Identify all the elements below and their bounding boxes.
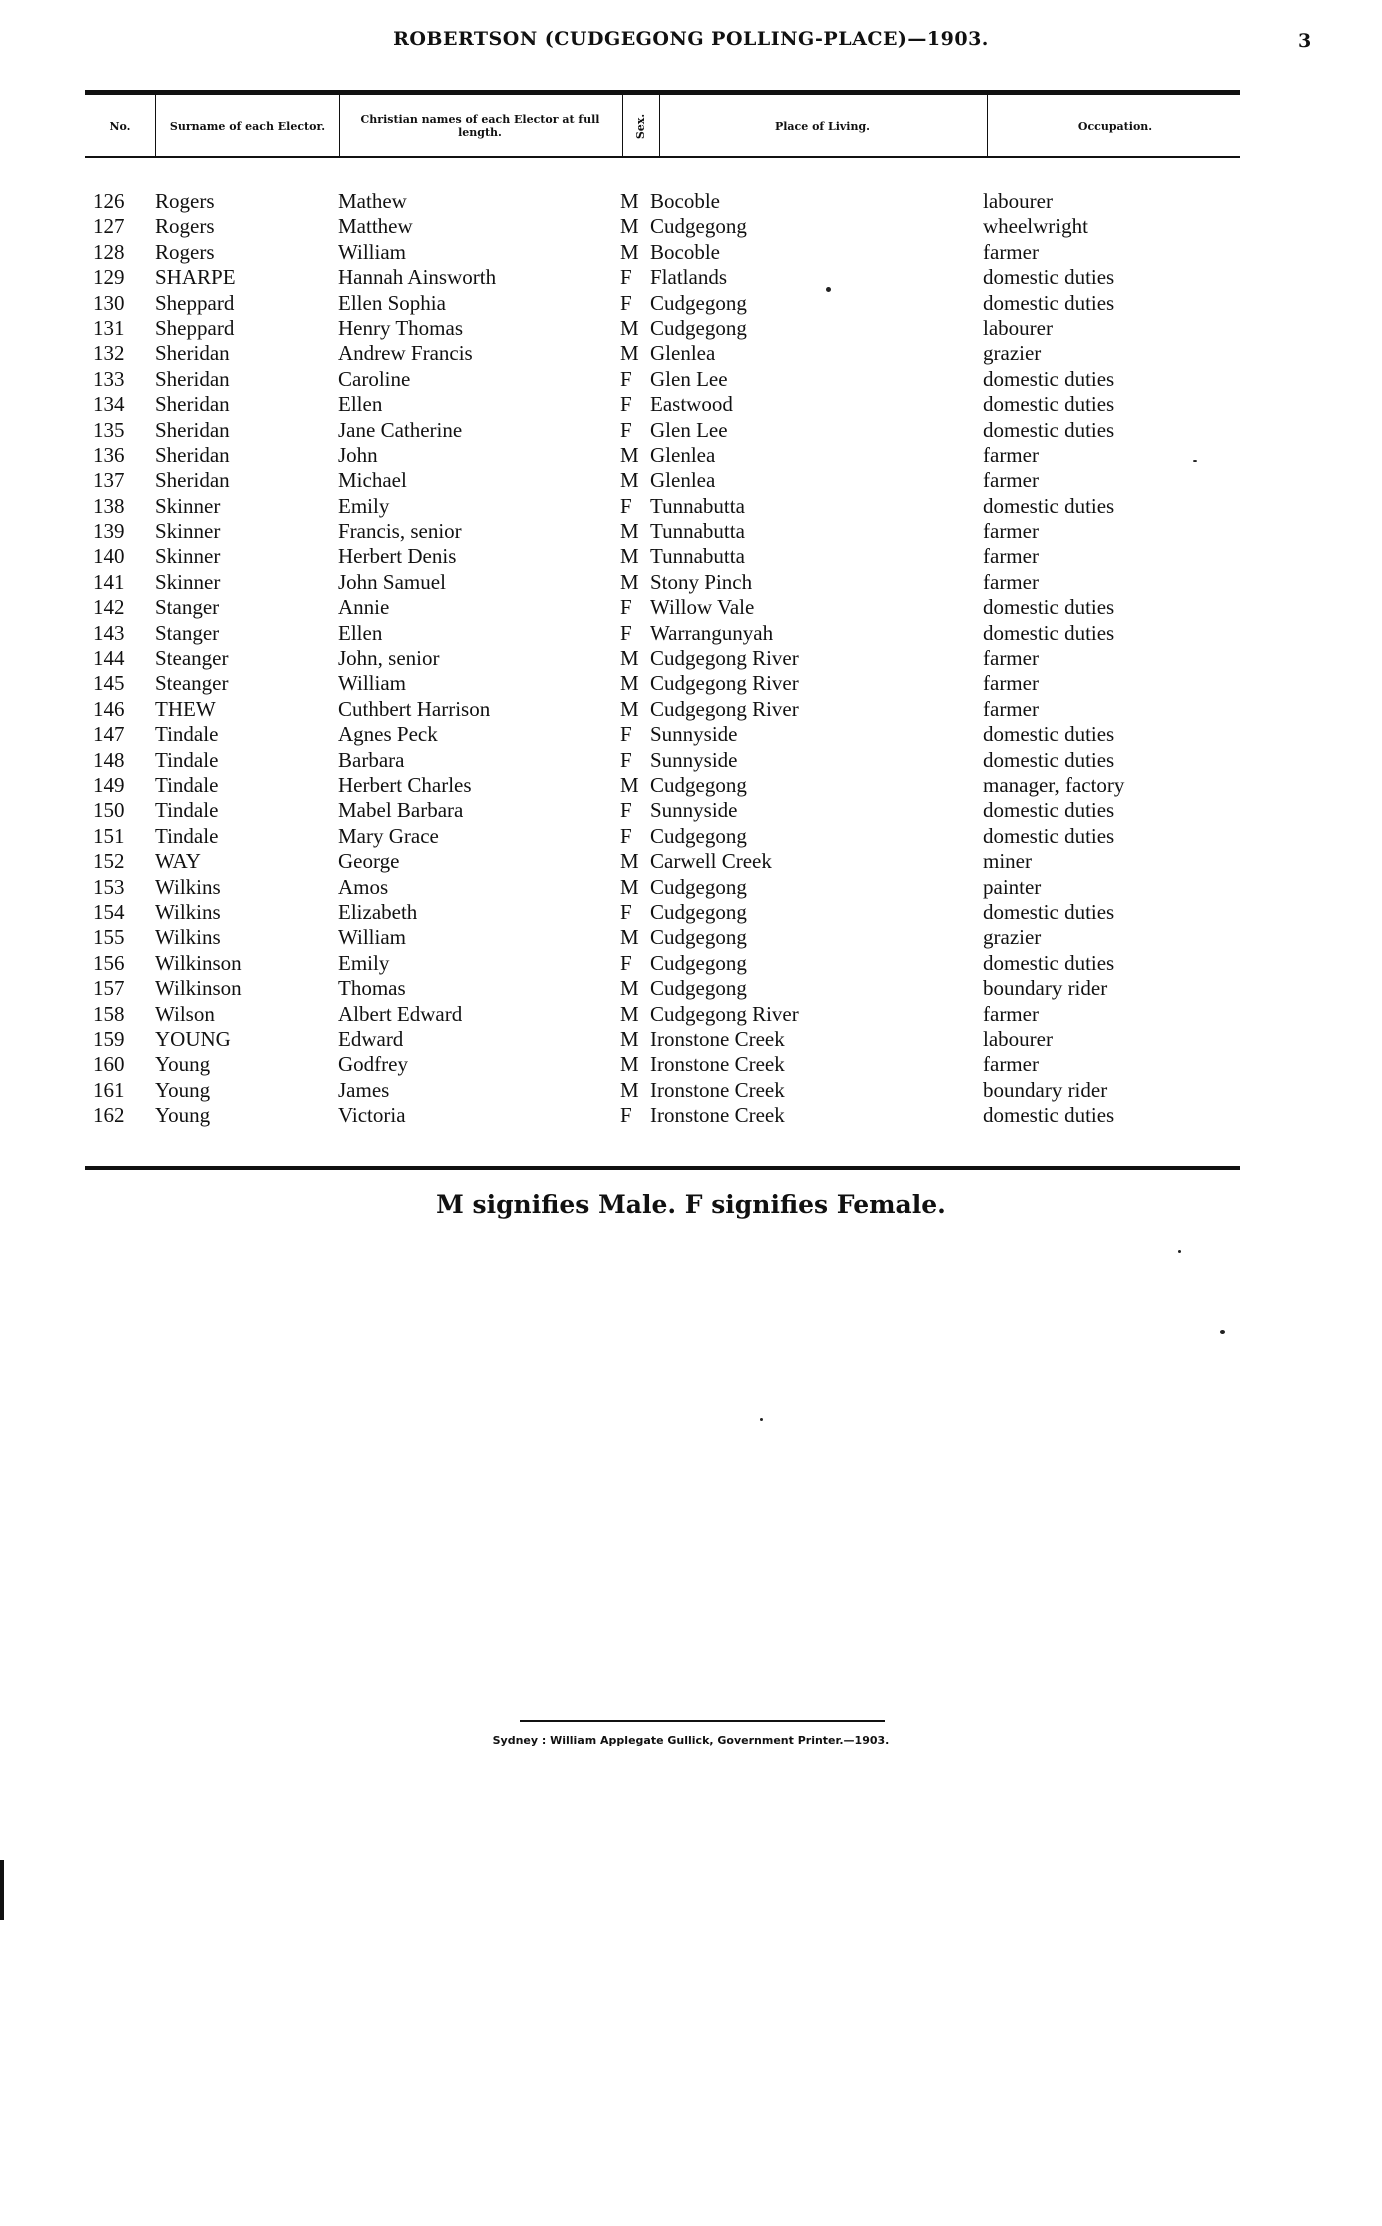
elector-sex: M bbox=[620, 671, 639, 696]
elector-place-of-living: Warrangunyah bbox=[650, 620, 774, 645]
elector-surname: Rogers bbox=[155, 239, 215, 264]
elector-surname: Wilkinson bbox=[155, 976, 242, 1001]
elector-number: 129 bbox=[93, 265, 125, 290]
table-row bbox=[0, 900, 1382, 925]
table-header-rule bbox=[85, 156, 1240, 158]
elector-christian-names: Amos bbox=[338, 874, 389, 899]
elector-surname: Sheridan bbox=[155, 392, 230, 417]
elector-christian-names: Emily bbox=[338, 950, 390, 975]
elector-occupation: domestic duties bbox=[983, 823, 1115, 848]
elector-christian-names: Agnes Peck bbox=[338, 722, 438, 747]
elector-sex: M bbox=[620, 544, 639, 569]
table-bottom-rule bbox=[85, 1166, 1240, 1170]
elector-surname: Skinner bbox=[155, 544, 221, 569]
elector-place-of-living: Carwell Creek bbox=[650, 849, 772, 874]
elector-surname: Wilson bbox=[155, 1001, 215, 1026]
elector-place-of-living: Glenlea bbox=[650, 468, 716, 493]
elector-place-of-living: Cudgegong bbox=[650, 976, 747, 1001]
elector-sex: M bbox=[620, 772, 639, 797]
elector-christian-names: Herbert Denis bbox=[338, 544, 457, 569]
elector-place-of-living: Ironstone Creek bbox=[650, 1026, 785, 1051]
elector-occupation: farmer bbox=[983, 1052, 1039, 1077]
table-row bbox=[0, 621, 1382, 646]
elector-number: 155 bbox=[93, 925, 125, 950]
elector-place-of-living: Cudgegong bbox=[650, 925, 747, 950]
column-header-occupation: Occupation. bbox=[1077, 119, 1153, 133]
elector-occupation: farmer bbox=[983, 646, 1039, 671]
table-row bbox=[0, 570, 1382, 595]
elector-christian-names: Godfrey bbox=[338, 1052, 408, 1077]
elector-sex: F bbox=[620, 417, 632, 442]
elector-list bbox=[0, 189, 1382, 1128]
table-row bbox=[0, 392, 1382, 417]
scan-edge-mark bbox=[0, 1860, 4, 1920]
table-row bbox=[0, 1078, 1382, 1103]
elector-surname: Sheridan bbox=[155, 442, 230, 467]
elector-christian-names: Hannah Ainsworth bbox=[338, 265, 497, 290]
elector-place-of-living: Sunnyside bbox=[650, 722, 738, 747]
elector-place-of-living: Bocoble bbox=[650, 189, 720, 213]
elector-occupation: domestic duties bbox=[983, 620, 1115, 645]
elector-occupation: boundary rider bbox=[983, 1077, 1108, 1102]
elector-occupation: domestic duties bbox=[983, 265, 1115, 290]
elector-surname: Young bbox=[155, 1077, 211, 1102]
elector-christian-names: William bbox=[338, 239, 406, 264]
elector-occupation: farmer bbox=[983, 468, 1039, 493]
elector-place-of-living: Cudgegong River bbox=[650, 696, 799, 721]
elector-christian-names: Victoria bbox=[338, 1103, 406, 1128]
elector-occupation: domestic duties bbox=[983, 722, 1115, 747]
elector-christian-names: Ellen bbox=[338, 392, 383, 417]
table-row bbox=[0, 316, 1382, 341]
elector-occupation: domestic duties bbox=[983, 747, 1115, 772]
table-row bbox=[0, 748, 1382, 773]
table-row bbox=[0, 849, 1382, 874]
elector-occupation: farmer bbox=[983, 544, 1039, 569]
elector-place-of-living: Glenlea bbox=[650, 442, 716, 467]
elector-place-of-living: Glenlea bbox=[650, 341, 716, 366]
elector-sex: M bbox=[620, 1052, 639, 1077]
elector-number: 162 bbox=[93, 1103, 125, 1128]
table-row bbox=[0, 1002, 1382, 1027]
elector-christian-names: Emily bbox=[338, 493, 390, 518]
elector-christian-names: William bbox=[338, 925, 406, 950]
elector-number: 142 bbox=[93, 595, 125, 620]
elector-place-of-living: Cudgegong bbox=[650, 315, 747, 340]
elector-sex: M bbox=[620, 1026, 639, 1051]
elector-place-of-living: Cudgegong River bbox=[650, 671, 799, 696]
elector-christian-names: Thomas bbox=[338, 976, 406, 1001]
elector-occupation: farmer bbox=[983, 696, 1039, 721]
elector-place-of-living: Cudgegong bbox=[650, 823, 747, 848]
elector-christian-names: Francis, senior bbox=[338, 519, 462, 544]
elector-place-of-living: Eastwood bbox=[650, 392, 733, 417]
column-header-sex-cell bbox=[623, 96, 659, 156]
elector-number: 147 bbox=[93, 722, 125, 747]
elector-sex: M bbox=[620, 976, 639, 1001]
elector-place-of-living: Cudgegong bbox=[650, 874, 747, 899]
elector-sex: F bbox=[620, 798, 632, 823]
elector-number: 144 bbox=[93, 646, 125, 671]
elector-place-of-living: Sunnyside bbox=[650, 747, 738, 772]
elector-christian-names: Annie bbox=[338, 595, 390, 620]
elector-surname: Stanger bbox=[155, 620, 220, 645]
table-row bbox=[0, 722, 1382, 747]
elector-occupation: labourer bbox=[983, 1026, 1053, 1051]
table-row bbox=[0, 1052, 1382, 1077]
imprint-rule bbox=[520, 1720, 885, 1722]
elector-christian-names: Elizabeth bbox=[338, 899, 418, 924]
elector-sex: M bbox=[620, 315, 639, 340]
elector-sex: M bbox=[620, 646, 639, 671]
elector-surname: Rogers bbox=[155, 189, 215, 213]
table-row bbox=[0, 468, 1382, 493]
elector-sex: F bbox=[620, 493, 632, 518]
elector-surname: THEW bbox=[155, 696, 216, 721]
table-row bbox=[0, 875, 1382, 900]
elector-surname: Tindale bbox=[155, 722, 219, 747]
table-row bbox=[0, 240, 1382, 265]
table-row bbox=[0, 773, 1382, 798]
elector-occupation: farmer bbox=[983, 239, 1039, 264]
elector-surname: Steanger bbox=[155, 671, 229, 696]
elector-occupation: domestic duties bbox=[983, 366, 1115, 391]
elector-number: 148 bbox=[93, 747, 125, 772]
table-row bbox=[0, 341, 1382, 366]
print-speck bbox=[760, 1418, 763, 1421]
table-row bbox=[0, 1027, 1382, 1052]
elector-number: 158 bbox=[93, 1001, 125, 1026]
elector-number: 130 bbox=[93, 290, 125, 315]
elector-occupation: manager, factory bbox=[983, 772, 1125, 797]
elector-place-of-living: Ironstone Creek bbox=[650, 1077, 785, 1102]
print-speck bbox=[1220, 1330, 1225, 1334]
elector-place-of-living: Cudgegong bbox=[650, 950, 747, 975]
elector-place-of-living: Cudgegong River bbox=[650, 1001, 799, 1026]
elector-sex: M bbox=[620, 925, 639, 950]
elector-sex: M bbox=[620, 468, 639, 493]
column-divider bbox=[339, 95, 340, 156]
elector-sex: F bbox=[620, 747, 632, 772]
elector-number: 143 bbox=[93, 620, 125, 645]
elector-surname: Tindale bbox=[155, 823, 219, 848]
elector-number: 145 bbox=[93, 671, 125, 696]
elector-sex: F bbox=[620, 290, 632, 315]
elector-number: 136 bbox=[93, 442, 125, 467]
elector-occupation: wheelwright bbox=[983, 214, 1088, 239]
table-row bbox=[0, 265, 1382, 290]
elector-christian-names: Michael bbox=[338, 468, 407, 493]
elector-sex: F bbox=[620, 265, 632, 290]
column-header-christian-names: Christian names of each Elector at full length. bbox=[360, 113, 600, 139]
table-row bbox=[0, 443, 1382, 468]
elector-occupation: miner bbox=[983, 849, 1032, 874]
elector-sex: M bbox=[620, 341, 639, 366]
elector-occupation: grazier bbox=[983, 925, 1042, 950]
elector-christian-names: Herbert Charles bbox=[338, 772, 472, 797]
table-row bbox=[0, 824, 1382, 849]
elector-occupation: farmer bbox=[983, 569, 1039, 594]
elector-surname: YOUNG bbox=[155, 1026, 231, 1051]
elector-number: 157 bbox=[93, 976, 125, 1001]
elector-number: 161 bbox=[93, 1077, 125, 1102]
elector-place-of-living: Glen Lee bbox=[650, 417, 728, 442]
elector-place-of-living: Tunnabutta bbox=[650, 493, 745, 518]
column-header-place: Place of Living. bbox=[774, 119, 870, 133]
elector-number: 160 bbox=[93, 1052, 125, 1077]
elector-sex: F bbox=[620, 366, 632, 391]
elector-occupation: labourer bbox=[983, 315, 1053, 340]
elector-christian-names: John bbox=[338, 442, 378, 467]
table-row bbox=[0, 291, 1382, 316]
elector-number: 126 bbox=[93, 189, 125, 213]
table-row bbox=[0, 494, 1382, 519]
elector-number: 135 bbox=[93, 417, 125, 442]
elector-surname: Skinner bbox=[155, 519, 221, 544]
elector-sex: M bbox=[620, 442, 639, 467]
elector-occupation: farmer bbox=[983, 1001, 1039, 1026]
table-row bbox=[0, 1103, 1382, 1128]
elector-occupation: domestic duties bbox=[983, 950, 1115, 975]
elector-place-of-living: Glen Lee bbox=[650, 366, 728, 391]
table-row bbox=[0, 951, 1382, 976]
print-speck bbox=[1193, 460, 1197, 462]
elector-occupation: painter bbox=[983, 874, 1042, 899]
elector-sex: M bbox=[620, 1077, 639, 1102]
elector-surname: SHARPE bbox=[155, 265, 236, 290]
elector-occupation: domestic duties bbox=[983, 595, 1115, 620]
elector-place-of-living: Ironstone Creek bbox=[650, 1103, 785, 1128]
elector-occupation: labourer bbox=[983, 189, 1053, 213]
elector-number: 139 bbox=[93, 519, 125, 544]
elector-surname: Wilkins bbox=[155, 925, 221, 950]
elector-christian-names: Mathew bbox=[338, 189, 407, 213]
elector-place-of-living: Cudgegong bbox=[650, 290, 747, 315]
column-header-sex: Sex. bbox=[634, 113, 648, 139]
elector-occupation: farmer bbox=[983, 442, 1039, 467]
elector-sex: M bbox=[620, 239, 639, 264]
table-top-rule bbox=[85, 90, 1240, 95]
table-row bbox=[0, 189, 1382, 214]
elector-number: 128 bbox=[93, 239, 125, 264]
elector-surname: Tindale bbox=[155, 747, 219, 772]
elector-sex: F bbox=[620, 823, 632, 848]
elector-occupation: domestic duties bbox=[983, 899, 1115, 924]
elector-surname: Sheppard bbox=[155, 290, 235, 315]
elector-sex: M bbox=[620, 696, 639, 721]
elector-number: 149 bbox=[93, 772, 125, 797]
table-row bbox=[0, 519, 1382, 544]
column-header-surname: Surname of each Elector. bbox=[169, 119, 326, 133]
elector-number: 153 bbox=[93, 874, 125, 899]
elector-number: 137 bbox=[93, 468, 125, 493]
table-row bbox=[0, 544, 1382, 569]
elector-christian-names: Mabel Barbara bbox=[338, 798, 464, 823]
elector-number: 151 bbox=[93, 823, 125, 848]
elector-christian-names: Jane Catherine bbox=[338, 417, 463, 442]
elector-number: 138 bbox=[93, 493, 125, 518]
elector-occupation: domestic duties bbox=[983, 798, 1115, 823]
elector-sex: F bbox=[620, 620, 632, 645]
page-number: 3 bbox=[1298, 30, 1312, 52]
elector-christian-names: James bbox=[338, 1077, 390, 1102]
elector-number: 146 bbox=[93, 696, 125, 721]
elector-place-of-living: Cudgegong River bbox=[650, 646, 799, 671]
elector-number: 132 bbox=[93, 341, 125, 366]
elector-surname: Sheridan bbox=[155, 366, 230, 391]
elector-place-of-living: Cudgegong bbox=[650, 214, 747, 239]
elector-christian-names: John, senior bbox=[338, 646, 440, 671]
elector-occupation: boundary rider bbox=[983, 976, 1108, 1001]
elector-number: 159 bbox=[93, 1026, 125, 1051]
elector-number: 156 bbox=[93, 950, 125, 975]
table-row bbox=[0, 925, 1382, 950]
elector-surname: WAY bbox=[155, 849, 201, 874]
table-row bbox=[0, 646, 1382, 671]
table-row bbox=[0, 976, 1382, 1001]
elector-surname: Skinner bbox=[155, 493, 221, 518]
elector-surname: Young bbox=[155, 1103, 211, 1128]
elector-number: 127 bbox=[93, 214, 125, 239]
elector-christian-names: Edward bbox=[338, 1026, 404, 1051]
page-title: ROBERTSON (CUDGEGONG POLLING-PLACE)—1903. bbox=[393, 28, 989, 50]
table-row bbox=[0, 595, 1382, 620]
elector-sex: M bbox=[620, 874, 639, 899]
elector-surname: Sheridan bbox=[155, 417, 230, 442]
elector-christian-names: William bbox=[338, 671, 406, 696]
column-header-no: No. bbox=[109, 119, 131, 133]
elector-number: 134 bbox=[93, 392, 125, 417]
elector-place-of-living: Flatlands bbox=[650, 265, 727, 290]
elector-christian-names: John Samuel bbox=[338, 569, 446, 594]
elector-surname: Skinner bbox=[155, 569, 221, 594]
print-speck bbox=[826, 287, 831, 292]
elector-occupation: domestic duties bbox=[983, 493, 1115, 518]
table-row bbox=[0, 671, 1382, 696]
print-speck bbox=[1178, 1250, 1181, 1253]
elector-surname: Sheridan bbox=[155, 468, 230, 493]
elector-sex: F bbox=[620, 899, 632, 924]
column-divider bbox=[987, 95, 988, 156]
table-row bbox=[0, 367, 1382, 392]
elector-occupation: farmer bbox=[983, 519, 1039, 544]
elector-surname: Wilkinson bbox=[155, 950, 242, 975]
elector-number: 141 bbox=[93, 569, 125, 594]
elector-number: 154 bbox=[93, 899, 125, 924]
elector-sex: M bbox=[620, 214, 639, 239]
elector-christian-names: Barbara bbox=[338, 747, 405, 772]
elector-surname: Sheppard bbox=[155, 315, 235, 340]
elector-place-of-living: Sunnyside bbox=[650, 798, 738, 823]
table-row bbox=[0, 697, 1382, 722]
elector-sex: F bbox=[620, 722, 632, 747]
elector-occupation: grazier bbox=[983, 341, 1042, 366]
elector-occupation: domestic duties bbox=[983, 392, 1115, 417]
elector-place-of-living: Stony Pinch bbox=[650, 569, 753, 594]
elector-christian-names: Caroline bbox=[338, 366, 411, 391]
elector-place-of-living: Ironstone Creek bbox=[650, 1052, 785, 1077]
elector-sex: M bbox=[620, 189, 639, 213]
elector-place-of-living: Willow Vale bbox=[650, 595, 755, 620]
elector-christian-names: Matthew bbox=[338, 214, 413, 239]
table-row bbox=[0, 418, 1382, 443]
elector-place-of-living: Bocoble bbox=[650, 239, 720, 264]
elector-surname: Wilkins bbox=[155, 899, 221, 924]
elector-place-of-living: Cudgegong bbox=[650, 772, 747, 797]
elector-christian-names: Henry Thomas bbox=[338, 315, 464, 340]
elector-number: 131 bbox=[93, 315, 125, 340]
elector-sex: F bbox=[620, 950, 632, 975]
elector-christian-names: Ellen Sophia bbox=[338, 290, 446, 315]
elector-occupation: domestic duties bbox=[983, 1103, 1115, 1128]
elector-surname: Stanger bbox=[155, 595, 220, 620]
elector-surname: Young bbox=[155, 1052, 211, 1077]
elector-sex: M bbox=[620, 849, 639, 874]
elector-surname: Sheridan bbox=[155, 341, 230, 366]
table-row bbox=[0, 214, 1382, 239]
elector-surname: Steanger bbox=[155, 646, 229, 671]
elector-occupation: domestic duties bbox=[983, 417, 1115, 442]
elector-sex: F bbox=[620, 595, 632, 620]
elector-sex: F bbox=[620, 392, 632, 417]
elector-christian-names: Cuthbert Harrison bbox=[338, 696, 491, 721]
elector-place-of-living: Cudgegong bbox=[650, 899, 747, 924]
elector-surname: Tindale bbox=[155, 772, 219, 797]
elector-christian-names: Mary Grace bbox=[338, 823, 439, 848]
elector-christian-names: George bbox=[338, 849, 400, 874]
elector-number: 133 bbox=[93, 366, 125, 391]
elector-place-of-living: Tunnabutta bbox=[650, 544, 745, 569]
elector-sex: M bbox=[620, 1001, 639, 1026]
elector-place-of-living: Tunnabutta bbox=[650, 519, 745, 544]
elector-number: 152 bbox=[93, 849, 125, 874]
elector-sex: M bbox=[620, 519, 639, 544]
elector-surname: Tindale bbox=[155, 798, 219, 823]
elector-surname: Wilkins bbox=[155, 874, 221, 899]
elector-occupation: domestic duties bbox=[983, 290, 1115, 315]
elector-occupation: farmer bbox=[983, 671, 1039, 696]
column-divider bbox=[155, 95, 156, 156]
elector-sex: F bbox=[620, 1103, 632, 1128]
elector-surname: Rogers bbox=[155, 214, 215, 239]
table-row bbox=[0, 798, 1382, 823]
elector-sex: M bbox=[620, 569, 639, 594]
elector-number: 140 bbox=[93, 544, 125, 569]
elector-christian-names: Ellen bbox=[338, 620, 383, 645]
elector-christian-names: Andrew Francis bbox=[338, 341, 473, 366]
sex-legend: M signifies Male. F signifies Female. bbox=[436, 1190, 946, 1219]
elector-christian-names: Albert Edward bbox=[338, 1001, 463, 1026]
printer-imprint: Sydney : William Applegate Gullick, Government Printer.—1903. bbox=[492, 1734, 890, 1747]
elector-number: 150 bbox=[93, 798, 125, 823]
